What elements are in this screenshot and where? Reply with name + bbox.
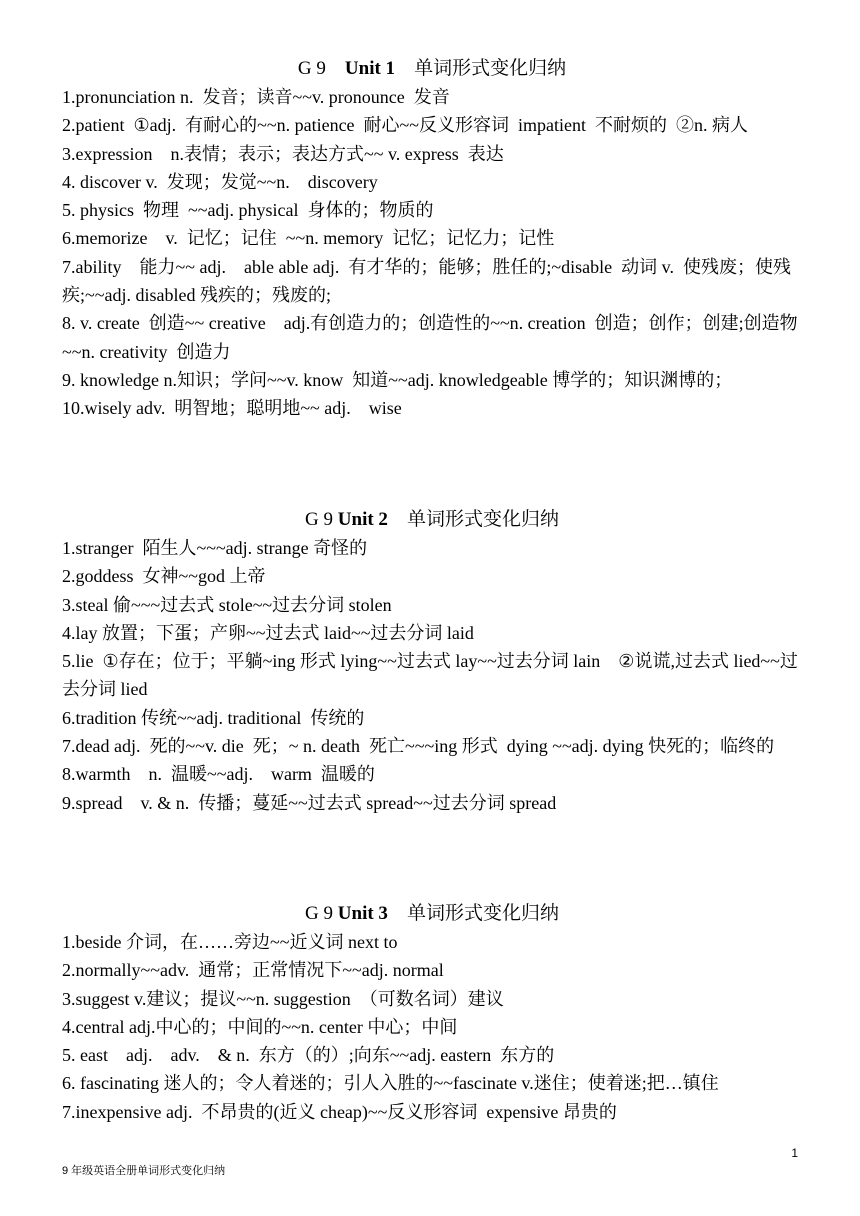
word-entry: 9. knowledge n.知识；学问~~v. know 知道~~adj. knowledgeable 博学的；知识渊博的； [62,369,733,390]
word-entry: 4.central adj.中心的；中间的~~n. center 中心；中间 [62,1016,458,1037]
word-entry: 1.stranger 陌生人~~~adj. strange 奇怪的 [62,538,368,558]
word-entry: 1.pronunciation n. 发音；读音~~v. pronounce 发音 [62,87,450,107]
page-number: 1 [791,1146,798,1160]
unit-3-section [62,900,802,1126]
word-entry: 2.normally~~adv. 通常；正常情况下~~adj. normal [62,960,444,981]
word-entry: 7.ability 能力~~ adj. able able adj. 有才华的；能够；胜任的;~disable 动词 v. 使残废；使残疾;~~adj. disabled 残疾的；残废的; [62,256,791,306]
title-suffix: 单词形式变化归纳 [387,903,559,924]
title-prefix: G 9 [305,509,338,530]
title-suffix: 单词形式变化归纳 [395,58,567,79]
title-prefix: G 9 [297,58,345,79]
word-entry: 6.memorize v. 记忆；记住 ~~n. memory 记忆；记忆力；记性 [62,228,555,249]
word-entry: 8. v. create 创造~~ creative adj.有创造力的；创造性的~~n. creation 创造；创作；创建;创造物~~n. creativity 创造力 [62,313,798,362]
title-unit: Unit 2 [337,509,388,530]
word-entry: 6.tradition 传统~~adj. traditional 传统的 [62,707,365,728]
word-entry: 8.warmth n. 温暖~~adj. warm 温暖的 [62,764,375,785]
unit-2-section [62,506,802,817]
word-entry: 3.suggest v.建议；提议~~n. suggestion （可数名词）建议 [62,988,504,1009]
word-entry: 7.dead adj. 死的~~v. die 死；~ n. death 死亡~~~ing 形式 dying ~~adj. dying 快死的；临终的 [62,736,775,757]
word-entry: 3.steal 偷~~~过去式 stole~~过去分词 stolen [62,594,392,615]
title-suffix: 单词形式变化归纳 [387,509,559,530]
word-entry: 6. fascinating 迷人的；令人着迷的；引人入胜的~~fascinate v.迷住；使着迷;把…镇住 [62,1073,719,1094]
word-entry: 7.inexpensive adj. 不昂贵的(近义 cheap)~~反义形容词 expensive 昂贵的 [62,1101,617,1122]
word-entry: 4.lay 放置；下蛋；产卵~~过去式 laid~~过去分词 laid [62,622,474,643]
word-entry: 2.patient ①adj. 有耐心的~~n. patience 耐心~~反义形容词 impatient 不耐烦的 ②n. 病人 [62,115,749,136]
title-unit: Unit 1 [344,58,396,79]
word-entry: 9.spread v. & n. 传播；蔓延~~过去式 spread~~过去分词 spread [62,792,557,813]
word-entry: 5. east adj. adv. & n. 东方（的）;向东~~adj. eastern 东方的 [62,1045,555,1066]
word-entry: 2.goddess 女神~~god 上帝 [62,566,266,587]
word-entry: 5. physics 物理 ~~adj. physical 身体的；物质的 [62,200,434,221]
unit-1-title [62,55,802,83]
word-entry: 10.wisely adv. 明智地；聪明地~~ adj. wise [62,398,402,419]
unit-3-title [62,900,802,928]
title-prefix: G 9 [305,903,338,924]
page-footer: 9 年级英语全册单词形式变化归纳 [62,1165,226,1177]
word-entry: 1.beside 介词，在……旁边~~近义词 next to [62,932,398,952]
unit-1-section [62,55,802,423]
unit-2-title [62,506,802,534]
word-entry: 4. discover v. 发现；发觉~~n. discovery [62,171,378,192]
word-entry: 5.lie ①存在；位于；平躺~ing 形式 lying~~过去式 lay~~过去分词 lain ②说谎,过去式 lied~~过去分词 lied [62,651,798,700]
word-entry: 3.expression n.表情；表示；表达方式~~ v. express 表达 [62,143,504,164]
title-unit: Unit 3 [337,903,388,924]
